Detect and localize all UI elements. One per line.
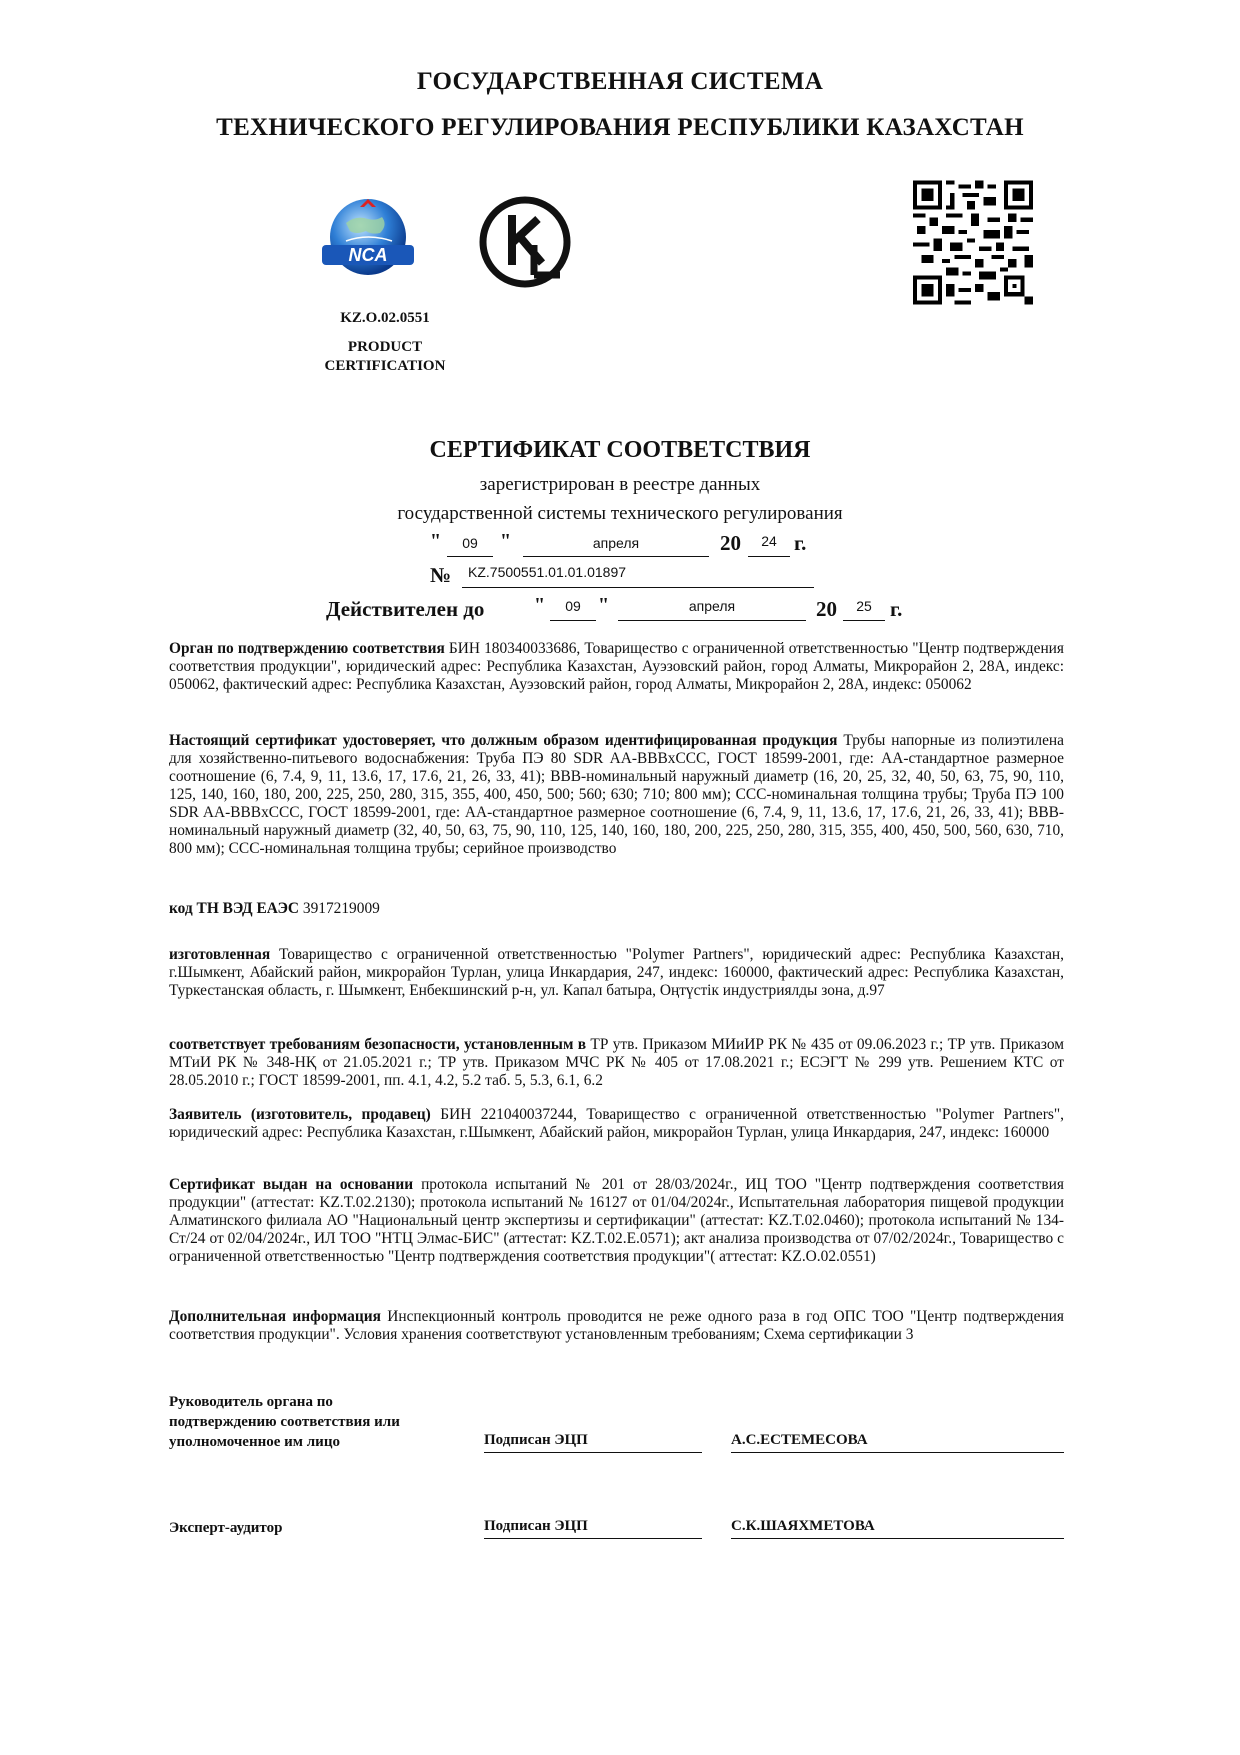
valid-quote-close: " bbox=[598, 594, 610, 616]
registration-year-suffix: г. bbox=[794, 531, 807, 555]
quote-close: " bbox=[500, 530, 512, 552]
certificate-number: KZ.7500551.01.01.01897 bbox=[468, 564, 627, 580]
valid-quote-open: " bbox=[534, 594, 546, 616]
additional-info-text: Инспекционный контроль проводится не реже одного раза в год ОПС ТОО "Центр подтверждения соответствия продукции". Условия хранения соответствуют установленным требованиям; Схема сертификации 3 bbox=[169, 1308, 1064, 1343]
registration-month: апреля bbox=[592, 535, 640, 551]
valid-until-label: Действителен до bbox=[326, 597, 485, 621]
kz-conformity-mark-icon bbox=[476, 193, 574, 291]
product-text: Трубы напорные из полиэтилена для хозяйственно-питьевого водоснабжения: Труба ПЭ 80 SDR AA-BBBxCCC, ГОСТ 18599-2001, где: АА-стандартное размерное соотношение (6, 7.4, 9, 11, 13.6, 17, 17.6, 21, 26, 33, 41); ВВВ-номинальный наружный диаметр (16, 20, 25, 32, 40, 50, 63, 75, 90, 110, 125, 140, 160, 180, 200, 225, 250, 280, 315, 355, 400, 450, 500; 560; 630; 710; 800 мм); ССС-номинальная толщина трубы; Труба ПЭ 100 SDR AA-BBBxCCC, ГОСТ 18599-2001, где: АА-стандартное размерное соотношение (6, 7.4, 9, 11, 13.6, 17, 17.6, 21, 26, 33, 41); ВВВ-номинальный наружный диаметр (32, 40, 50, 63, 75, 90, 110, 125, 140, 160, 180, 200, 225, 250, 280, 315, 355, 400, 450, 500, 560, 630, 710, 800 мм); ССС-номинальная толщина трубы; серийное производство bbox=[169, 732, 1064, 857]
registration-year: 24 bbox=[761, 533, 777, 549]
qr-code-icon bbox=[913, 180, 1033, 305]
applicant-label: Заявитель (изготовитель, продавец) bbox=[169, 1106, 431, 1123]
expert-name: С.К.ШАЯХМЕТОВА bbox=[731, 1518, 875, 1534]
header-line-1: ГОСУДАРСТВЕННАЯ СИСТЕМА bbox=[416, 68, 824, 95]
requirements-paragraph bbox=[169, 1036, 1064, 1090]
head-signer-label-2: подтверждению соответствия или bbox=[169, 1414, 400, 1430]
quote-open: " bbox=[430, 530, 442, 552]
head-signed-status: Подписан ЭЦП bbox=[484, 1432, 588, 1448]
header-line-2: ТЕХНИЧЕСКОГО РЕГУЛИРОВАНИЯ РЕСПУБЛИКИ КАЗАХСТАН bbox=[216, 114, 1024, 141]
expert-signed-status: Подписан ЭЦП bbox=[484, 1518, 588, 1534]
manufacturer-paragraph bbox=[169, 946, 1064, 1000]
head-signer-label-3: уполномоченное им лицо bbox=[169, 1434, 340, 1450]
registration-day: 09 bbox=[462, 535, 478, 551]
accreditation-line-1: PRODUCT bbox=[347, 339, 423, 355]
manufacturer-text: Товарищество с ограниченной ответственностью "Polymer Partners", юридический адрес: Республика Казахстан, г.Шымкент, Абайский район, микрорайон Турлан, улица Инкардария, 247, индекс: 160000, фактический адрес: Республика Казахстан, Туркестанская область, г. Шымкент, Енбекшинский р-н, ул. Капал батыра, Оңтүстік индустриялды зона, д.97 bbox=[169, 946, 1064, 999]
additional-info-paragraph bbox=[169, 1308, 1064, 1344]
certificate-subtitle-1: зарегистрирован в реестре данных bbox=[479, 474, 761, 495]
hs-code-label: код ТН ВЭД ЕАЭС bbox=[169, 900, 300, 917]
basis-paragraph bbox=[169, 1176, 1064, 1266]
hs-code-value: 3917219009 bbox=[299, 900, 380, 917]
basis-label: Сертификат выдан на основании bbox=[169, 1176, 414, 1193]
certificate-title: СЕРТИФИКАТ СООТВЕТСТВИЯ bbox=[429, 437, 811, 463]
requirements-text: ТР утв. Приказом МИиИР РК № 435 от 09.06.2023 г.; ТР утв. Приказом МТиИ РК № 348-НҚ от 21.05.2021 г.; ТР утв. Приказом МЧС РК № 405 от 17.08.2021 г.; ЕСЭГТ № 299 утв. Решением КТС от 28.05.2010 г.; ГОСТ 18599-2001, пп. 4.1, 4.2, 5.2 таб. 5, 5.3, 6.1, 6.2 bbox=[169, 1036, 1064, 1089]
applicant-paragraph bbox=[169, 1106, 1064, 1142]
hs-code-paragraph bbox=[169, 900, 1064, 918]
applicant-text: БИН 221040037244, Товарищество с ограниченной ответственностью "Polymer Partners", юридический адрес: Республика Казахстан, г.Шымкент, Абайский район, микрорайон Турлан, улица Инкардария, 247, индекс: 160000 bbox=[169, 1106, 1064, 1141]
product-paragraph bbox=[169, 732, 1064, 858]
nca-logo-text: NCA bbox=[348, 245, 388, 265]
valid-year-suffix: г. bbox=[890, 597, 903, 621]
certification-body-text: БИН 180340033686, Товарищество с ограниченной ответственностью "Центр подтверждения соответствия продукции", юридический адрес: Республика Казахстан, Ауэзовский район, город Алматы, Микрорайон 2, 28А, индекс: 050062, фактический адрес: Республика Казахстан, Ауэзовский район, город Алматы, Микрорайон 2, 28А, индекс: 050062 bbox=[169, 640, 1064, 693]
valid-year-prefix: 20 bbox=[816, 597, 837, 621]
manufacturer-label: изготовленная bbox=[169, 946, 271, 963]
basis-text: протокола испытаний № 201 от 28/03/2024г., ИЦ ТОО "Центр подтверждения соответствия продукции" (аттестат: KZ.T.02.2130); протокола испытаний № 16127 от 01/04/2024г., Испытательная лаборатория пищевой продукции Алматинского филиала АО "Национальный центр экспертизы и сертификации" (аттестат: KZ.T.02.0460); протокола испытаний № 134-Ст/24 от 02/04/2024г., ИЛ ТОО "НТЦ Элмас-БИС" (аттестат: KZ.T.02.E.0571); акт анализа производства от 07/02/2024г., Товарищество с ограниченной ответственностью "Центр подтверждения соответствия продукции"( аттестат: KZ.O.02.0551) bbox=[169, 1176, 1064, 1265]
globe-emblem-icon bbox=[316, 195, 420, 285]
valid-year: 25 bbox=[856, 598, 872, 614]
requirements-label: соответствует требованиям безопасности, установленным в bbox=[169, 1036, 587, 1053]
head-signer-label-1: Руководитель органа по bbox=[169, 1394, 333, 1410]
valid-month: апреля bbox=[688, 598, 736, 614]
certification-body-label: Орган по подтверждению соответствия bbox=[169, 640, 445, 657]
head-signer-name: А.С.ЕСТЕМЕСОВА bbox=[731, 1432, 868, 1448]
registration-year-prefix: 20 bbox=[720, 531, 741, 555]
accreditation-code: KZ.O.02.0551 bbox=[340, 310, 430, 326]
accreditation-line-2: CERTIFICATION bbox=[324, 358, 446, 374]
certification-body-paragraph bbox=[169, 640, 1064, 694]
valid-day: 09 bbox=[565, 598, 581, 614]
certificate-subtitle-2: государственной системы технического регулирования bbox=[397, 503, 843, 524]
product-label: Настоящий сертификат удостоверяет, что должным образом идентифицированная продукция bbox=[169, 732, 838, 749]
number-label: № bbox=[430, 563, 452, 587]
expert-label: Эксперт-аудитор bbox=[169, 1520, 283, 1536]
additional-info-label: Дополнительная информация bbox=[169, 1308, 381, 1325]
